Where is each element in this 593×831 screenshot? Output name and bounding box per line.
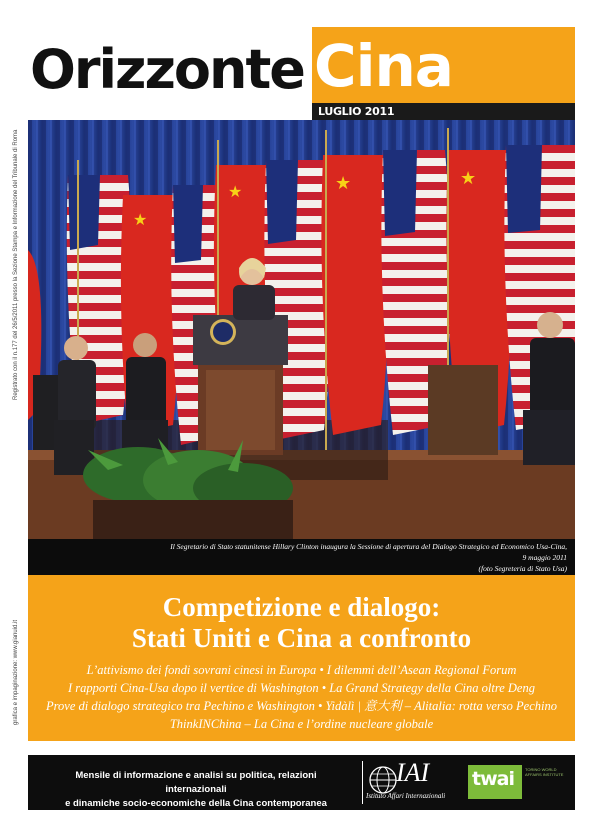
svg-text:★: ★ xyxy=(335,173,352,194)
footer-line-2: e dinamiche socio-economiche della Cina contemporanea xyxy=(65,798,327,809)
caption-line-1: Il Segretario di Stato statunitense Hillary Clinton inaugura la Sessione di apertura del Dialogo Strategico ed Economico Usa-Cina, xyxy=(170,542,567,551)
credits-note: grafica e impaginazione: www.gianuid.it xyxy=(13,619,19,725)
headline-box xyxy=(28,575,575,741)
footer xyxy=(28,755,575,810)
iai-name: Istituto Affari Internazionali xyxy=(366,792,446,800)
twai-logo xyxy=(468,765,522,799)
caption-line-3: (foto Segreteria di Stato Usa) xyxy=(478,564,567,573)
issue-bar xyxy=(312,103,575,120)
headline-line-1: Competizione e dialogo: xyxy=(162,592,441,622)
twai-name: TORINO WORLD AFFAIRS INSTITUTE xyxy=(525,767,564,777)
svg-text:★: ★ xyxy=(228,182,243,201)
svg-text:★: ★ xyxy=(133,210,148,229)
photo-caption xyxy=(28,539,575,575)
cover-photo-illustration xyxy=(28,120,575,539)
contents-line-2: I rapporti Cina-Usa dopo il vertice di Washington • La Grand Strategy della Cina oltre Deng xyxy=(68,681,535,695)
caption-line-2: 9 maggio 2011 xyxy=(522,553,567,562)
contents-line-1: L’attivismo dei fondi sovrani cinesi in Europa • I dilemmi dell’Asean Regional Forum xyxy=(86,663,517,677)
svg-text:★: ★ xyxy=(460,168,477,189)
twai-logo-text: twai xyxy=(472,768,514,790)
contents-line-3: Prove di dialogo strategico tra Pechino e Washington • Yidàlì | 意大利 – Alitalia: rotta verso Pechino xyxy=(45,699,557,713)
contents-line-4: ThinkINChina – La Cina e l’ordine nucleare globale xyxy=(169,717,434,731)
footer-description xyxy=(46,769,346,811)
masthead-title-box xyxy=(312,27,575,103)
globe-icon xyxy=(368,765,398,795)
podium xyxy=(193,315,288,455)
iai-logo-text: IAI xyxy=(396,758,430,787)
footer-line-1: Mensile di informazione e analisi su politica, relazioni internazionali xyxy=(75,770,317,795)
masthead-title-right: Cina xyxy=(314,32,453,100)
issue-date: LUGLIO 2011 xyxy=(318,105,395,118)
registration-note: Registrato con il n.177 del 26/5/2011 presso la Sezione Stampa e Informazione del Tribunale di Roma xyxy=(13,129,19,400)
headline-line-2: Stati Uniti e Cina a confronto xyxy=(131,623,472,653)
masthead-title-left: Orizzonte xyxy=(30,38,304,101)
cover-photo xyxy=(28,120,575,539)
